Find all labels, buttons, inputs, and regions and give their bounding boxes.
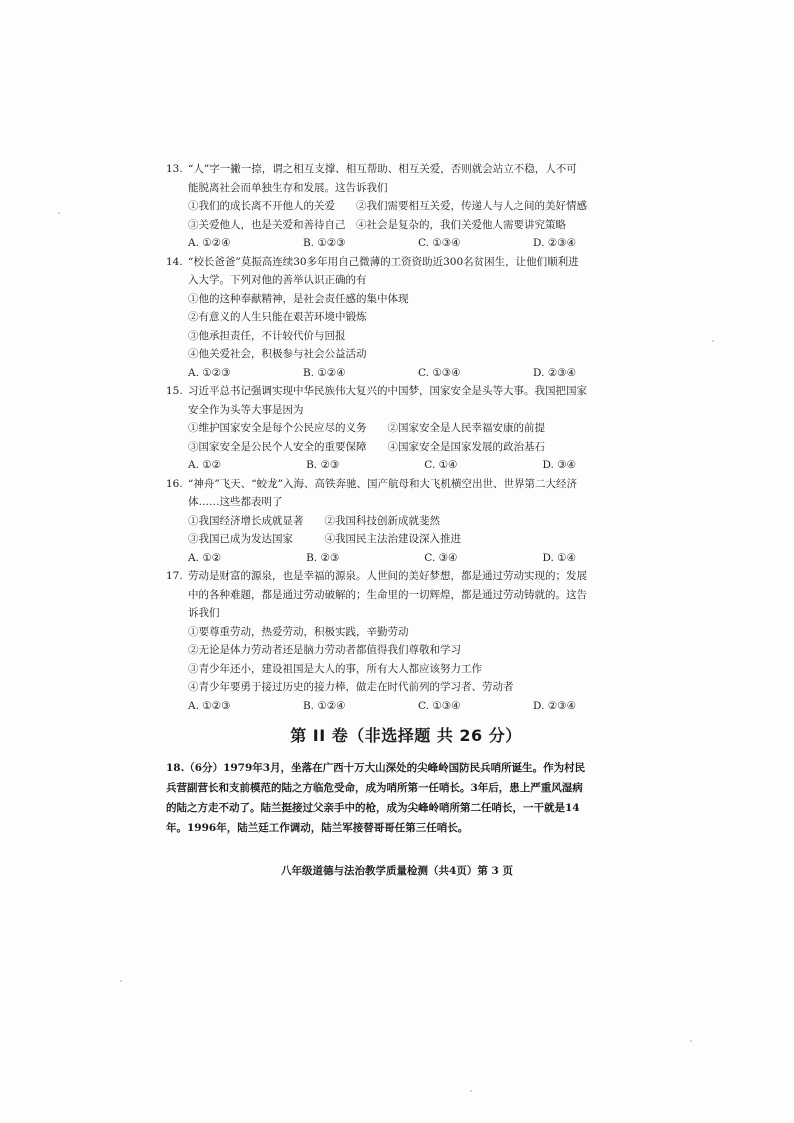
option-c: C. ①③④: [418, 366, 461, 379]
question-13: [166, 160, 646, 253]
statement-item: ③青少年还小，建设祖国是大人的事，所有大人都应该努力工作: [188, 662, 482, 675]
question-number: 13.: [166, 163, 183, 175]
answer-options: [166, 364, 576, 383]
option-a: A. ①②④: [188, 237, 231, 249]
question-16: [166, 475, 646, 568]
question-18: [166, 758, 646, 838]
question-stem-line: “神舟”飞天、“蛟龙”入海、高铁奔驰、国产航母和大飞机横空出世、世界第二大经济: [188, 477, 577, 490]
question-18-line: 的陆之方走不动了。陆兰挺接过父亲手中的枪，成为尖峰岭哨所第二任哨长，一干就是14: [166, 802, 580, 814]
option-d: D. ②③④: [533, 699, 576, 712]
option-c: C. ①③④: [418, 699, 461, 712]
option-b: B. ②③: [306, 551, 340, 564]
question-number: 17.: [166, 570, 183, 582]
question-number: 15.: [166, 385, 183, 397]
scan-speck: [690, 1040, 692, 1042]
question-stem-line: 劳动是财富的源泉，也是幸福的源泉。人世间的美好梦想，都是通过劳动实现的；发展: [188, 570, 587, 582]
statement-item: ③国家安全是公民个人安全的重要保障 ④国家安全是国家发展的政治基石: [188, 440, 545, 453]
question-stem-line: 习近平总书记强调实现中华民族伟大复兴的中国梦，国家安全是头等大事。我国把国家: [188, 385, 587, 397]
answer-options: [166, 456, 576, 475]
question-stem-line: 安全作为头等大事是因为: [188, 403, 304, 416]
statement-item: ①我国经济增长成就显著 ②我国科技创新成就斐然: [188, 514, 440, 527]
question-stem-line: 能脱离社会而单独生存和发展。这告诉我们: [188, 181, 388, 194]
option-c: C. ③④: [424, 551, 458, 564]
statement-item: ②无论是体力劳动者还是脑力劳动者都值得我们尊敬和学习: [188, 644, 461, 656]
option-c: C. ①③④: [418, 237, 461, 249]
scan-speck: [470, 1090, 472, 1092]
statement-item: ①要尊重劳动，热爱劳动，积极实践，辛勤劳动: [188, 625, 409, 638]
question-15: [166, 382, 646, 475]
question-number: 14.: [166, 255, 183, 268]
question-18-line: 18.（6分）1979年3月，坐落在广西十万大山深处的尖峰岭国防民兵哨所诞生。作为村民: [166, 762, 586, 774]
page-footer: 八年级道德与法治教学质量检测（共4页）第 3 页: [281, 865, 513, 877]
option-a: A. ①②: [188, 551, 222, 564]
option-a: A. ①②: [188, 459, 222, 471]
statement-item: ③关爱他人，也是关爱和善待自己 ④社会是复杂的，我们关爱他人需要讲究策略: [188, 218, 566, 231]
statement-item: ③我国已成为发达国家 ④我国民主法治建设深入推进: [188, 533, 461, 545]
option-d: D. ②③④: [533, 237, 576, 249]
question-18-line: 年。1996年，陆兰廷工作调动，陆兰军接替哥哥任第三任哨长。: [166, 822, 469, 834]
option-b: B. ①②④: [302, 366, 346, 379]
question-stem-line: “校长爸爸”莫振高连续30多年用自己微薄的工资资助近300名贫困生，让他们顺利进: [188, 255, 579, 268]
section-2-title: 第 II 卷（非选择题 共 26 分）: [290, 726, 522, 745]
question-18-line: 兵营副营长和支前模范的陆之方临危受命，成为哨所第一任哨长。3年后，患上严重风湿病: [166, 782, 583, 794]
question-stem-line: 体……这些都表明了: [188, 496, 283, 508]
statement-item: ③他承担责任，不计较代价与回报: [188, 329, 346, 342]
option-d: D. ②③④: [533, 366, 576, 379]
statement-item: ①维护国家安全是每个公民应尽的义务 ②国家安全是人民幸福安康的前提: [188, 422, 545, 434]
question-number: 16.: [166, 477, 183, 490]
scan-speck: [58, 212, 60, 214]
option-a: A. ①②③: [188, 699, 231, 712]
question-14: [166, 253, 646, 383]
option-c: C. ①④: [424, 459, 458, 471]
statement-item: ④他关爱社会，积极参与社会公益活动: [188, 348, 367, 360]
answer-options: [166, 549, 576, 568]
option-b: B. ①②④: [302, 699, 346, 712]
question-stem-line: “人”字一撇一捺，谓之相互支撑、相互帮助、相互关爱，否则就会站立不稳，人不可: [188, 163, 577, 175]
option-b: B. ②③: [306, 459, 340, 471]
option-d: D. ③④: [542, 459, 576, 471]
statement-item: ①我们的成长离不开他人的关爱 ②我们需要相互关爱，传递人与人之间的美好情感: [188, 200, 587, 212]
question-stem-line: 入大学。下列对他的善举认识正确的有: [188, 274, 367, 286]
scan-speck: [120, 980, 122, 982]
question-stem-line: 诉我们: [188, 607, 220, 619]
answer-options: [166, 697, 576, 716]
question-stem-line: 中的各种难题，都是通过劳动破解的；生命里的一切辉煌，都是通过劳动铸就的。这告: [188, 588, 587, 601]
questions-area: [166, 160, 646, 838]
scan-speck: [712, 340, 714, 342]
statement-item: ①他的这种奉献精神，是社会责任感的集中体现: [188, 292, 409, 305]
option-b: B. ①②③: [302, 237, 346, 249]
answer-options: [166, 234, 576, 253]
question-17: [166, 567, 646, 715]
option-a: A. ①②③: [188, 366, 231, 379]
statement-item: ②有意义的人生只能在艰苦环境中锻炼: [188, 311, 367, 323]
statement-item: ④青少年要勇于接过历史的接力棒，做走在时代前列的学习者、劳动者: [188, 681, 514, 693]
option-d: D. ①④: [542, 551, 576, 564]
